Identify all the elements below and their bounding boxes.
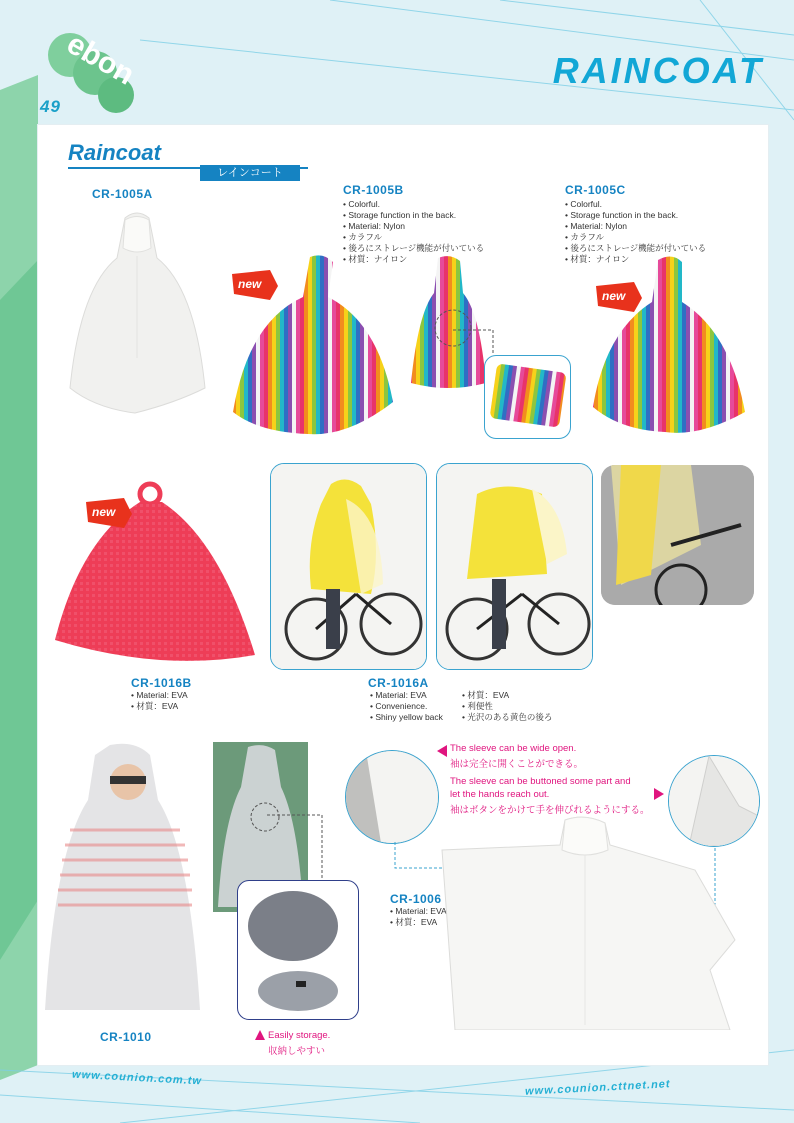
storage-bag-frame — [237, 880, 359, 1020]
triangle-right-icon — [654, 788, 664, 800]
list-item: • 後ろにストレージ機能が付いている — [565, 243, 765, 254]
storage-pouch-frame — [484, 355, 571, 439]
list-item: • Convenience. — [370, 701, 465, 712]
storage-note-jp: 収納しやすい — [268, 1046, 326, 1057]
storage-bag-image — [238, 881, 358, 1019]
list-item: • カラフル — [343, 232, 543, 243]
white-eva-poncho-image — [440, 815, 740, 1030]
footer-url-left[interactable]: www.counion.com.tw — [71, 1068, 203, 1088]
list-item: • Colorful. — [343, 199, 543, 210]
product-code-cr1005c: CR-1005C — [565, 183, 626, 197]
product-code-cr1005b: CR-1005B — [343, 183, 404, 197]
list-item: • カラフル — [565, 232, 765, 243]
cyclist-closeup-frame — [601, 465, 754, 605]
list-item: • 材質：EVA — [390, 917, 480, 928]
list-item: • Material: EVA — [390, 906, 480, 917]
sleeve-button-note-1: The sleeve can be buttoned some part and — [450, 776, 631, 787]
svg-text:ebon: ebon — [61, 27, 140, 92]
product-code-cr1005a: CR-1005A — [92, 187, 153, 201]
new-badge — [594, 280, 644, 319]
sleeve-open-note: The sleeve can be wide open. — [450, 743, 577, 754]
cyclist-photo-back-frame — [436, 463, 593, 670]
new-badge — [84, 496, 134, 535]
sleeve-button-note-jp: 袖はボタンをかけて手を伸びれるようにする。 — [450, 805, 650, 816]
cyclist-front-photo — [271, 464, 426, 669]
list-item: • Material: Nylon — [343, 221, 543, 232]
product-code-cr1010: CR-1010 — [100, 1030, 152, 1044]
cr1016b-features — [131, 690, 261, 712]
new-badge-label: new — [602, 289, 626, 303]
new-badge-label: new — [92, 505, 116, 519]
list-item: • 後ろにストレージ機能が付いている — [343, 243, 543, 254]
clear-poncho-man-image — [40, 740, 205, 1025]
list-item: • Material: EVA — [370, 690, 465, 701]
list-item: • 材質：EVA — [462, 690, 592, 701]
list-item: • 光沢のある黄色の後ろ — [462, 712, 592, 723]
list-item: • 材質：ナイロン — [343, 254, 543, 265]
list-item: • Colorful. — [565, 199, 765, 210]
cyclist-photo-front-frame — [270, 463, 427, 670]
category-title: Raincoat — [68, 140, 161, 165]
sleeve-button-note-2: let the hands reach out. — [450, 789, 550, 800]
product-code-cr1006: CR-1006 — [390, 892, 442, 906]
list-item: • 材質：EVA — [131, 701, 261, 712]
page-number: 49 — [40, 97, 61, 116]
list-item: • 材質：ナイロン — [565, 254, 765, 265]
triangle-left-icon — [437, 745, 447, 757]
sleeve-open-detail — [345, 750, 439, 844]
cyclist-closeup-photo — [601, 465, 754, 605]
new-badge-label: new — [238, 277, 262, 291]
storage-note: Easily storage. — [268, 1030, 331, 1041]
list-item: • Storage function in the back. — [565, 210, 765, 221]
cr1016a-features-jp — [462, 690, 592, 723]
red-poncho-image — [50, 480, 260, 670]
list-item: • Shiny yellow back — [370, 712, 465, 723]
list-item: • 利便性 — [462, 701, 592, 712]
triangle-up-icon — [255, 1030, 265, 1040]
new-badge — [230, 268, 280, 307]
product-code-cr1016b: CR-1016B — [131, 676, 192, 690]
cyclist-back-photo — [437, 464, 592, 669]
cr1016a-features-en — [370, 690, 465, 723]
category-title-jp: レインコート — [200, 165, 300, 181]
list-item: • Material: Nylon — [565, 221, 765, 232]
sleeve-open-note-jp: 袖は完全に開くことができる。 — [450, 759, 584, 770]
list-item: • Material: EVA — [131, 690, 261, 701]
storage-pouch-image — [485, 356, 570, 438]
list-item: • Storage function in the back. — [343, 210, 543, 221]
product-code-cr1016a: CR-1016A — [368, 676, 429, 690]
white-poncho-image — [65, 208, 210, 418]
storage-callout-line — [265, 810, 325, 890]
sleeve-open-detail-image — [346, 751, 438, 843]
section-title: RAINCOAT — [552, 50, 764, 91]
footer-url-right[interactable]: www.counion.cttnet.net — [524, 1078, 671, 1098]
